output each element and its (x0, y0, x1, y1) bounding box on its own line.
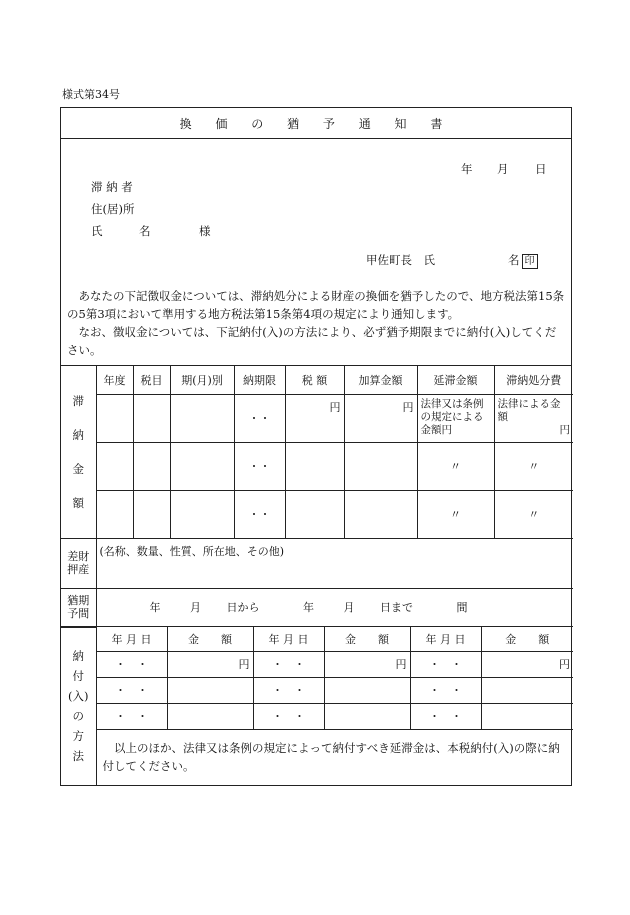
side-char: 方 (72, 729, 84, 744)
pay-amount-yen: 円 (324, 651, 410, 677)
proc-cost-ditto: 〃 (494, 490, 573, 538)
due-date-dots: ・・ (234, 394, 285, 442)
cell (167, 703, 253, 729)
name-label-a: 氏 (91, 224, 103, 238)
payment-side-label (61, 627, 96, 785)
cell (170, 442, 234, 490)
issuer-mei-text: 名 (508, 253, 520, 267)
late-fee-ditto: 〃 (417, 490, 494, 538)
cell (167, 677, 253, 703)
pay-header-date: 年 月 日 (253, 627, 324, 651)
proc-cost-note-text: 法律による金額 (497, 397, 561, 423)
document-title: 換 価 の 猶 予 通 知 書 (61, 108, 571, 139)
proc-cost-note (494, 394, 573, 442)
proc-cost-yen: 円 (559, 423, 570, 436)
cell (170, 394, 234, 442)
delinquent-label: 滞 納 者 (91, 180, 133, 194)
pay-header-amount: 金 額 (324, 627, 410, 651)
header-block (61, 139, 571, 366)
side-char: 納 (72, 649, 84, 664)
due-date-dots: ・・ (234, 442, 285, 490)
side-char: 滞 (72, 393, 84, 408)
seal-stamp: 印 (522, 254, 538, 269)
arrears-side-label (61, 366, 96, 538)
cell (96, 394, 133, 442)
address-label: 住(居)所 (91, 202, 135, 216)
period-to-year: 年 (303, 601, 314, 614)
cell (170, 490, 234, 538)
pay-header-date: 年 月 日 (410, 627, 481, 651)
late-fee-note: 法律又は条例の規定による金額円 (417, 394, 494, 442)
period-to: 日まで (380, 601, 413, 614)
period-field (96, 588, 573, 626)
date-year: 年 (461, 162, 473, 176)
form-number: 様式第34号 (62, 88, 120, 101)
period-from: 日から (226, 601, 260, 614)
surcharge-yen: 円 (344, 394, 417, 442)
body-paragraph-1: あなたの下記徴収金については、滞納処分による財産の換価を猶予したので、地方税法第15条の5第3項において準用する地方税法第15条第4項の規定により通知します。 (67, 289, 565, 321)
pay-date-dots: ・ ・ (96, 651, 167, 677)
property-description: (名称、数量、性質、所在地、その他) (96, 538, 573, 588)
header-tax-amount: 税 額 (285, 366, 344, 394)
cell (96, 442, 133, 490)
payment-note: 以上のほか、法律又は条例の規定によって納付すべき延滞金は、本税納付(入)の際に納付してください。 (96, 729, 573, 785)
side-char: 納 (72, 427, 84, 442)
cell (344, 442, 417, 490)
header-late-fee: 延滞金額 (417, 366, 494, 394)
side-char: 法 (72, 749, 84, 764)
cell (481, 677, 573, 703)
issuer-title: 甲佐町長 氏 (366, 253, 435, 267)
pay-date-dots: ・ ・ (96, 677, 167, 703)
cell (96, 490, 133, 538)
period-label-text: 猶期予間 (67, 594, 90, 620)
cell (133, 394, 170, 442)
pay-header-date: 年 月 日 (96, 627, 167, 651)
tax-yen: 円 (285, 394, 344, 442)
cell (324, 677, 410, 703)
property-label (61, 538, 96, 588)
pay-date-dots: ・ ・ (410, 703, 481, 729)
cell (285, 442, 344, 490)
side-char: の (72, 709, 84, 724)
header-fiscal-year: 年度 (96, 366, 133, 394)
period-to-month: 月 (343, 601, 355, 614)
property-label-text: 差財押産 (67, 550, 90, 576)
pay-date-dots: ・ ・ (96, 703, 167, 729)
pay-header-amount: 金 額 (167, 627, 253, 651)
pay-date-dots: ・ ・ (253, 677, 324, 703)
period-from-month: 月 (190, 601, 201, 614)
pay-header-amount: 金 額 (481, 627, 573, 651)
header-proc-cost: 滞納処分費 (494, 366, 573, 394)
body-paragraph-2: なお、徴収金については、下記納付(入)の方法により、必ず猶予期限までに納付(入)してください。 (67, 325, 557, 357)
date-month: 月 (497, 162, 509, 176)
proc-cost-ditto: 〃 (494, 442, 573, 490)
cell (133, 442, 170, 490)
header-surcharge: 加算金額 (344, 366, 417, 394)
header-tax-item: 税目 (133, 366, 170, 394)
period-days: 間 (456, 601, 468, 614)
pay-amount-yen: 円 (481, 651, 573, 677)
cell (324, 703, 410, 729)
cell (285, 490, 344, 538)
pay-date-dots: ・ ・ (253, 703, 324, 729)
arrears-table (61, 366, 573, 627)
side-char: (入) (68, 689, 89, 704)
header-period: 期(月)別 (170, 366, 234, 394)
period-label (61, 588, 96, 626)
cell (133, 490, 170, 538)
name-label-b: 名 (139, 224, 151, 238)
issuer-mei (508, 252, 538, 269)
side-char: 付 (72, 669, 84, 684)
pay-date-dots: ・ ・ (410, 651, 481, 677)
pay-amount-yen: 円 (167, 651, 253, 677)
notice-frame (60, 107, 572, 786)
honorific-sama: 様 (199, 224, 211, 238)
due-date-dots: ・・ (234, 490, 285, 538)
cell (344, 490, 417, 538)
side-char: 額 (72, 495, 84, 510)
cell (481, 703, 573, 729)
pay-date-dots: ・ ・ (410, 677, 481, 703)
pay-date-dots: ・ ・ (253, 651, 324, 677)
side-char: 金 (72, 461, 84, 476)
date-day: 日 (535, 162, 547, 176)
payment-table (61, 627, 573, 786)
late-fee-ditto: 〃 (417, 442, 494, 490)
header-due-date: 納期限 (234, 366, 285, 394)
period-from-year: 年 (149, 601, 161, 614)
